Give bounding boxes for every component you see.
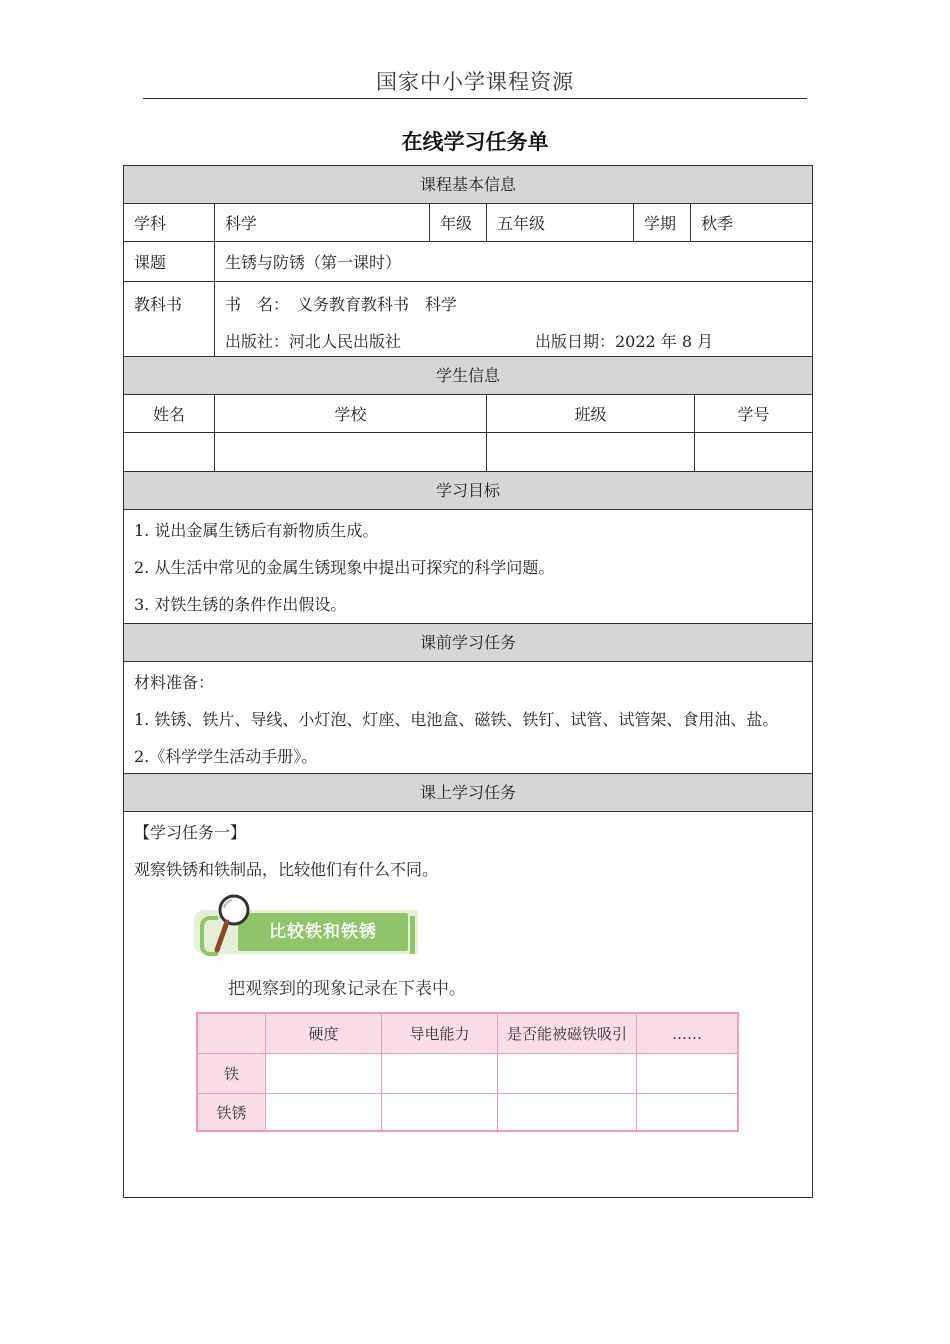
subject-label: 学科: [134, 214, 167, 233]
figure-caption: 把观察到的现象记录在下表中。: [228, 979, 466, 999]
materials-item: 1. 铁锈、铁片、导线、小灯泡、灯座、电池盒、磁铁、铁钉、试管、试管架、食用油、盐。: [134, 710, 779, 729]
class-input-cell[interactable]: [486, 433, 694, 471]
header-more: ……: [636, 1014, 737, 1053]
site-header-title: 国家中小学课程资源: [376, 70, 574, 94]
student-info-input-row: [124, 433, 812, 472]
row-textbook: [124, 282, 812, 357]
observation-row-rust: [198, 1094, 737, 1130]
banner-label: 比较铁和铁锈: [269, 922, 377, 942]
section-student-info: 学生信息: [124, 357, 812, 395]
col-student-id: 学号: [694, 395, 812, 432]
rust-more-cell[interactable]: [636, 1094, 737, 1130]
header-conductivity: 导电能力: [381, 1014, 497, 1053]
observation-header-row: [198, 1014, 737, 1054]
topic-value: 生锈与防锈（第一课时）: [214, 242, 812, 281]
iron-hardness-cell[interactable]: [265, 1054, 381, 1093]
iron-more-cell[interactable]: [636, 1054, 737, 1093]
section-in-class: 课上学习任务: [124, 774, 812, 812]
task-one-description: 观察铁锈和铁制品，比较他们有什么不同。: [134, 860, 439, 879]
textbook-label: 教科书: [134, 295, 183, 314]
pre-class-body: [124, 662, 812, 774]
header-magnetic: 是否能被磁铁吸引: [497, 1014, 636, 1053]
header-hardness: 硬度: [265, 1014, 381, 1053]
book-name-line: 书 名： 义务教育教科书 科学: [225, 295, 458, 314]
objective-item: 3. 对铁生锈的条件作出假设。: [134, 595, 347, 614]
school-input-cell[interactable]: [214, 433, 486, 471]
row-label-rust: 铁锈: [198, 1094, 265, 1130]
in-class-body: [124, 812, 812, 1197]
publisher-line: 出版社：河北人民出版社: [225, 332, 402, 351]
banner-end-bar: [410, 916, 415, 954]
observation-corner-cell: [198, 1014, 265, 1053]
objective-item: 1. 说出金属生锈后有新物质生成。: [134, 521, 379, 540]
objective-item: 2. 从生活中常见的金属生锈现象中提出可探究的科学问题。: [134, 558, 555, 577]
name-input-cell[interactable]: [124, 433, 214, 471]
iron-magnetic-cell[interactable]: [497, 1054, 636, 1093]
magnifier-icon: [210, 892, 254, 958]
task-sheet-table: [123, 165, 813, 1198]
task-one-title: 【学习任务一】: [134, 823, 247, 842]
materials-intro: 材料准备：: [134, 673, 215, 692]
col-class: 班级: [486, 395, 694, 432]
document-title: 在线学习任务单: [401, 129, 549, 154]
section-course-info: 课程基本信息: [124, 166, 812, 204]
row-subject-grade-term: [124, 204, 812, 242]
term-label: 学期: [633, 204, 690, 241]
section-pre-class: 课前学习任务: [124, 624, 812, 662]
grade-value: 五年级: [486, 204, 633, 241]
term-value: 秋季: [690, 204, 812, 241]
student-id-input-cell[interactable]: [694, 433, 812, 471]
textbook-figure: [194, 892, 754, 1142]
objectives-body: [124, 510, 812, 624]
col-name: 姓名: [152, 405, 185, 424]
banner-label-box: [238, 913, 408, 951]
section-objectives: 学习目标: [124, 472, 812, 510]
header-divider: [143, 98, 807, 99]
col-school: 学校: [214, 395, 486, 432]
student-info-header-row: [124, 395, 812, 433]
row-label-iron: 铁: [198, 1054, 265, 1093]
pub-date-line: 出版日期：2022 年 8 月: [535, 332, 714, 351]
materials-item: 2.《科学学生活动手册》。: [134, 747, 318, 766]
rust-conductivity-cell[interactable]: [381, 1094, 497, 1130]
textbook-details: [214, 282, 812, 356]
subject-value: 科学: [214, 204, 429, 241]
rust-hardness-cell[interactable]: [265, 1094, 381, 1130]
observation-row-iron: [198, 1054, 737, 1094]
observation-table: [196, 1012, 739, 1132]
row-topic: [124, 242, 812, 282]
iron-conductivity-cell[interactable]: [381, 1054, 497, 1093]
grade-label: 年级: [429, 204, 486, 241]
rust-magnetic-cell[interactable]: [497, 1094, 636, 1130]
topic-label: 课题: [134, 253, 167, 272]
